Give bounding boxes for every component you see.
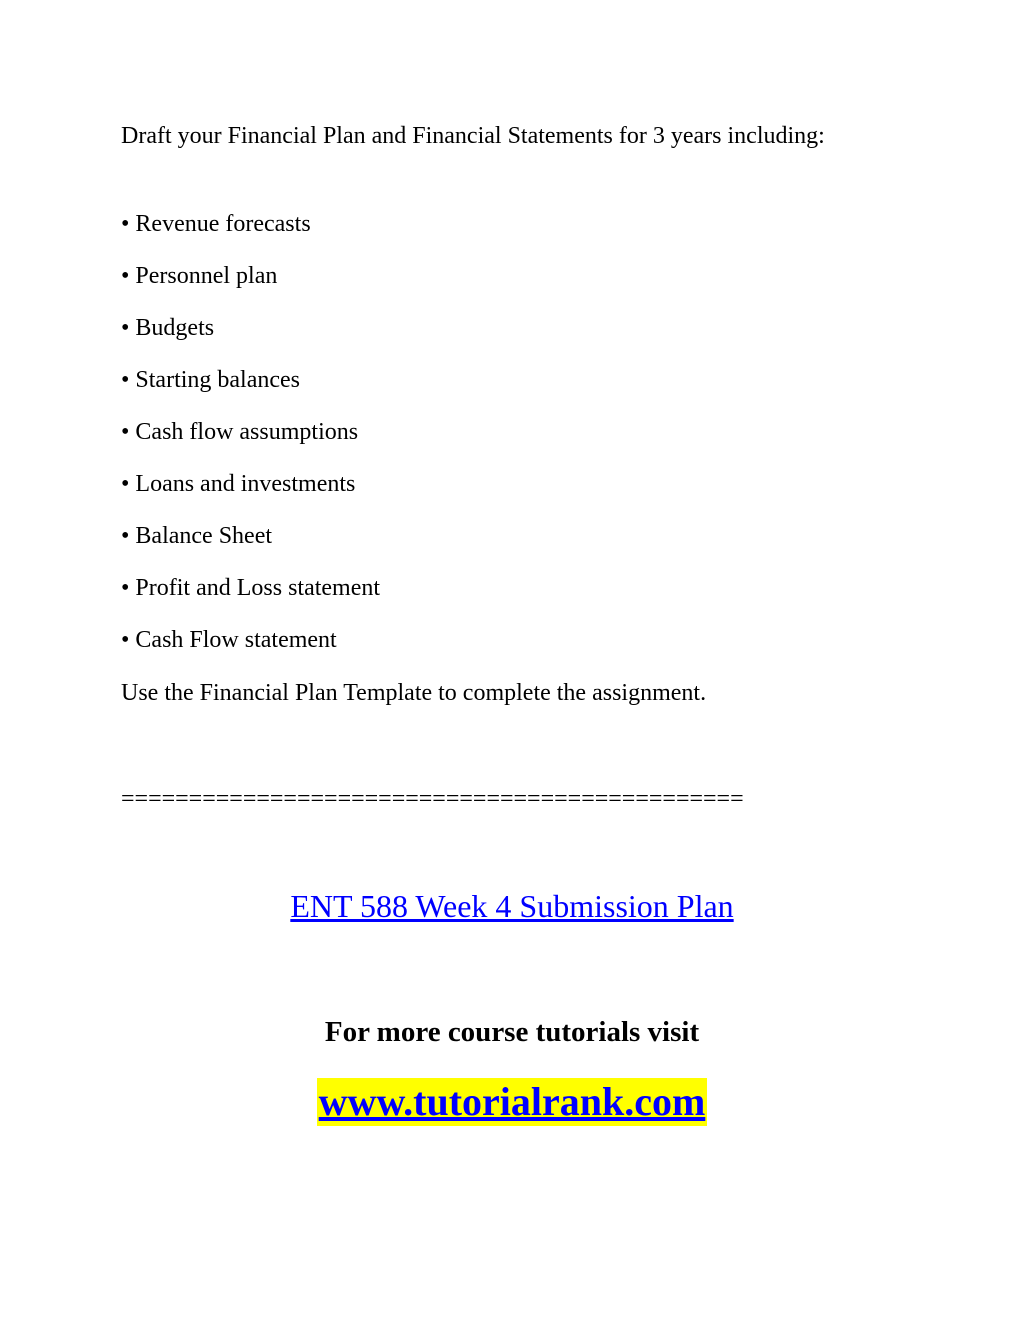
- intro-paragraph: Draft your Financial Plan and Financial Statements for 3 years including:: [121, 123, 825, 149]
- list-item: • Loans and investments: [121, 471, 356, 497]
- course-title: [0, 884, 1024, 928]
- visit-heading: For more course tutorials visit: [324, 1016, 700, 1048]
- separator-line: ==============================================: [121, 786, 744, 812]
- list-item: • Revenue forecasts: [121, 211, 311, 237]
- requirements-list: [121, 206, 380, 674]
- list-item: • Budgets: [121, 315, 215, 341]
- list-item: • Balance Sheet: [121, 523, 273, 549]
- course-link[interactable]: ENT 588 Week 4 Submission Plan: [290, 888, 734, 924]
- list-item: • Personnel plan: [121, 263, 278, 289]
- site-link-container: [0, 1078, 1024, 1126]
- instruction-text: Use the Financial Plan Template to complete the assignment.: [121, 680, 707, 706]
- list-item: • Starting balances: [121, 367, 301, 393]
- list-item: • Cash flow assumptions: [121, 419, 359, 445]
- list-item: • Profit and Loss statement: [121, 575, 381, 601]
- list-item: • Cash Flow statement: [121, 627, 337, 653]
- site-link[interactable]: www.tutorialrank.com: [318, 1079, 706, 1124]
